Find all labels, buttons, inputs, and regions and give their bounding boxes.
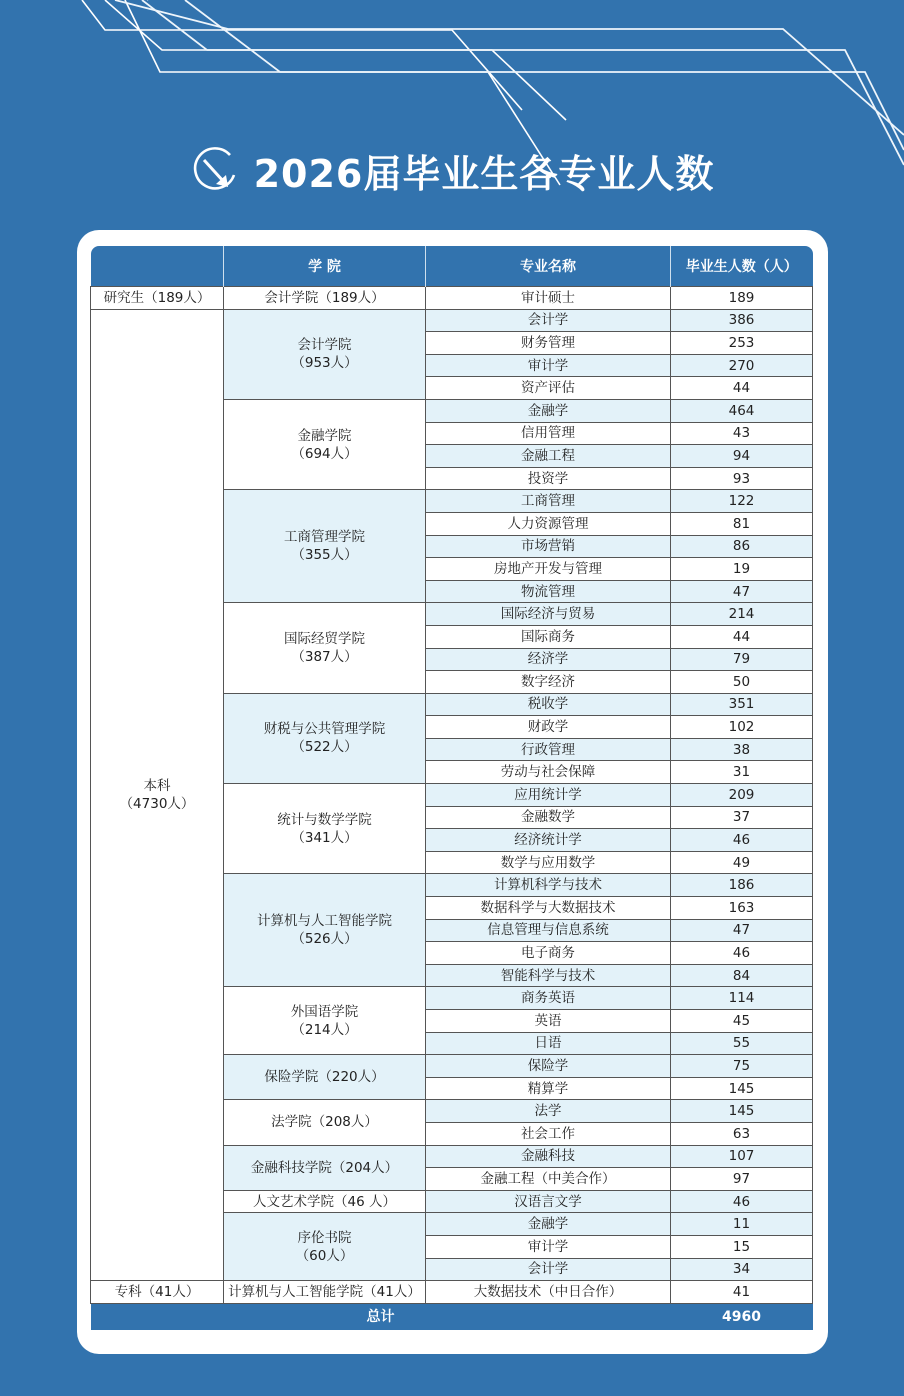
count-cell: 209 [671,784,813,807]
college-name: 保险学院（220人） [264,1069,385,1086]
major-cell: 应用统计学 [426,784,671,807]
level-cell: 研究生（189人） [91,287,224,310]
table-row [91,1281,813,1304]
major-cell: 电子商务 [426,942,671,965]
college-cell [224,784,426,874]
major-cell: 法学 [426,1100,671,1123]
college-cell [224,987,426,1055]
college-cell [224,1213,426,1281]
count-cell: 38 [671,738,813,761]
count-cell: 114 [671,987,813,1010]
college-name: 计算机与人工智能学院 [257,913,392,930]
college-count: （522人） [291,739,358,756]
title-bar [0,140,904,200]
count-cell: 44 [671,625,813,648]
major-cell: 计算机科学与技术 [426,874,671,897]
college-count: （694人） [291,445,358,462]
major-cell: 投资学 [426,467,671,490]
major-cell: 资产评估 [426,377,671,400]
college-cell [224,603,426,693]
college-name: 序伦书院 [297,1229,352,1246]
college-cell: 会计学院（189人） [224,287,426,310]
count-cell: 46 [671,942,813,965]
count-cell: 386 [671,309,813,332]
college-cell [224,1145,426,1190]
count-cell: 11 [671,1213,813,1236]
major-cell: 工商管理 [426,490,671,513]
major-cell: 社会工作 [426,1122,671,1145]
level-cell: 专科（41人） [91,1281,224,1304]
college-count: （526人） [291,931,358,948]
major-cell: 财政学 [426,716,671,739]
major-cell: 金融工程 [426,445,671,468]
college-count: （60人） [295,1247,354,1264]
major-cell: 信用管理 [426,422,671,445]
major-cell: 金融工程（中美合作） [426,1168,671,1191]
major-cell: 审计学 [426,1235,671,1258]
count-cell: 47 [671,580,813,603]
college-count: （214人） [291,1021,358,1038]
major-cell: 会计学 [426,309,671,332]
major-cell: 保险学 [426,1055,671,1078]
count-cell: 15 [671,1235,813,1258]
college-name: 人文艺术学院（46 人） [253,1193,396,1210]
count-cell: 46 [671,829,813,852]
arrow-circle-icon [190,145,240,195]
major-cell: 市场营销 [426,535,671,558]
major-cell: 金融科技 [426,1145,671,1168]
decorative-lines [0,0,904,240]
college-count: （387人） [291,649,358,665]
level-cell [91,309,224,1281]
college-count: （341人） [291,829,358,846]
major-cell: 数学与应用数学 [426,851,671,874]
college-name: 财税与公共管理学院 [263,721,386,738]
count-cell: 93 [671,467,813,490]
count-cell: 145 [671,1100,813,1123]
college-cell [224,1055,426,1100]
count-cell: 253 [671,332,813,355]
college-name: 法学院（208人） [271,1114,378,1131]
college-cell [224,693,426,783]
count-cell: 50 [671,671,813,694]
college-name: 国际经贸学院 [284,631,365,647]
count-cell: 37 [671,806,813,829]
major-cell: 审计硕士 [426,287,671,310]
count-cell: 107 [671,1145,813,1168]
header-level [91,246,224,287]
table-header-row [91,246,813,287]
major-cell: 经济统计学 [426,829,671,852]
count-cell: 43 [671,422,813,445]
count-cell: 34 [671,1258,813,1281]
graduates-table [90,246,813,1330]
major-cell: 国际经济与贸易 [426,603,671,626]
college-name: 外国语学院 [290,1003,359,1020]
major-cell: 金融学 [426,399,671,422]
major-cell: 劳动与社会保障 [426,761,671,784]
major-cell: 信息管理与信息系统 [426,919,671,942]
major-cell: 商务英语 [426,987,671,1010]
total-value: 4960 [671,1303,813,1330]
count-cell: 19 [671,558,813,581]
count-cell: 102 [671,716,813,739]
major-cell: 金融学 [426,1213,671,1236]
college-count: （355人） [291,547,358,564]
major-cell: 人力资源管理 [426,512,671,535]
college-name: 工商管理学院 [284,529,365,546]
major-cell: 财务管理 [426,332,671,355]
count-cell: 41 [671,1281,813,1304]
count-cell: 84 [671,964,813,987]
count-cell: 81 [671,512,813,535]
count-cell: 163 [671,897,813,920]
count-cell: 31 [671,761,813,784]
major-cell: 税收学 [426,693,671,716]
major-cell: 英语 [426,1010,671,1033]
level-name: 本科 [143,777,171,794]
count-cell: 464 [671,399,813,422]
college-cell [224,309,426,399]
major-cell: 国际商务 [426,625,671,648]
college-name: 金融科技学院（204人） [250,1159,399,1176]
college-cell [224,1100,426,1145]
count-cell: 46 [671,1190,813,1213]
college-cell [224,874,426,987]
count-cell: 122 [671,490,813,513]
major-cell: 数据科学与大数据技术 [426,897,671,920]
count-cell: 94 [671,445,813,468]
college-cell: 计算机与人工智能学院（41人） [224,1281,426,1304]
count-cell: 97 [671,1168,813,1191]
count-cell: 214 [671,603,813,626]
major-cell: 经济学 [426,648,671,671]
count-cell: 351 [671,693,813,716]
major-cell: 智能科学与技术 [426,964,671,987]
major-cell: 日语 [426,1032,671,1055]
header-count: 毕业生人数（人） [671,246,813,287]
major-cell: 会计学 [426,1258,671,1281]
count-cell: 86 [671,535,813,558]
page-title: 2026届毕业生各专业人数 [253,151,715,196]
college-cell [224,1190,426,1213]
table-row [91,309,813,332]
major-cell: 精算学 [426,1077,671,1100]
count-cell: 75 [671,1055,813,1078]
major-cell: 金融数学 [426,806,671,829]
count-cell: 145 [671,1077,813,1100]
college-name: 会计学院 [297,337,352,354]
major-cell: 审计学 [426,354,671,377]
college-cell [224,399,426,489]
college-name: 金融学院 [297,427,352,444]
major-cell: 房地产开发与管理 [426,558,671,581]
count-cell: 63 [671,1122,813,1145]
count-cell: 44 [671,377,813,400]
table-row [91,287,813,310]
level-count: （4730人） [119,795,195,812]
header-college: 学 院 [224,246,426,287]
header-major: 专业名称 [426,246,671,287]
count-cell: 270 [671,354,813,377]
count-cell: 45 [671,1010,813,1033]
count-cell: 79 [671,648,813,671]
major-cell: 大数据技术（中日合作） [426,1281,671,1304]
count-cell: 47 [671,919,813,942]
count-cell: 189 [671,287,813,310]
major-cell: 汉语言文学 [426,1190,671,1213]
college-name: 统计与数学学院 [277,811,372,828]
total-label: 总计 [91,1303,671,1330]
count-cell: 186 [671,874,813,897]
college-cell [224,490,426,603]
count-cell: 55 [671,1032,813,1055]
college-count: （953人） [291,355,358,372]
major-cell: 物流管理 [426,580,671,603]
major-cell: 数字经济 [426,671,671,694]
total-row [91,1303,813,1330]
major-cell: 行政管理 [426,738,671,761]
count-cell: 49 [671,851,813,874]
